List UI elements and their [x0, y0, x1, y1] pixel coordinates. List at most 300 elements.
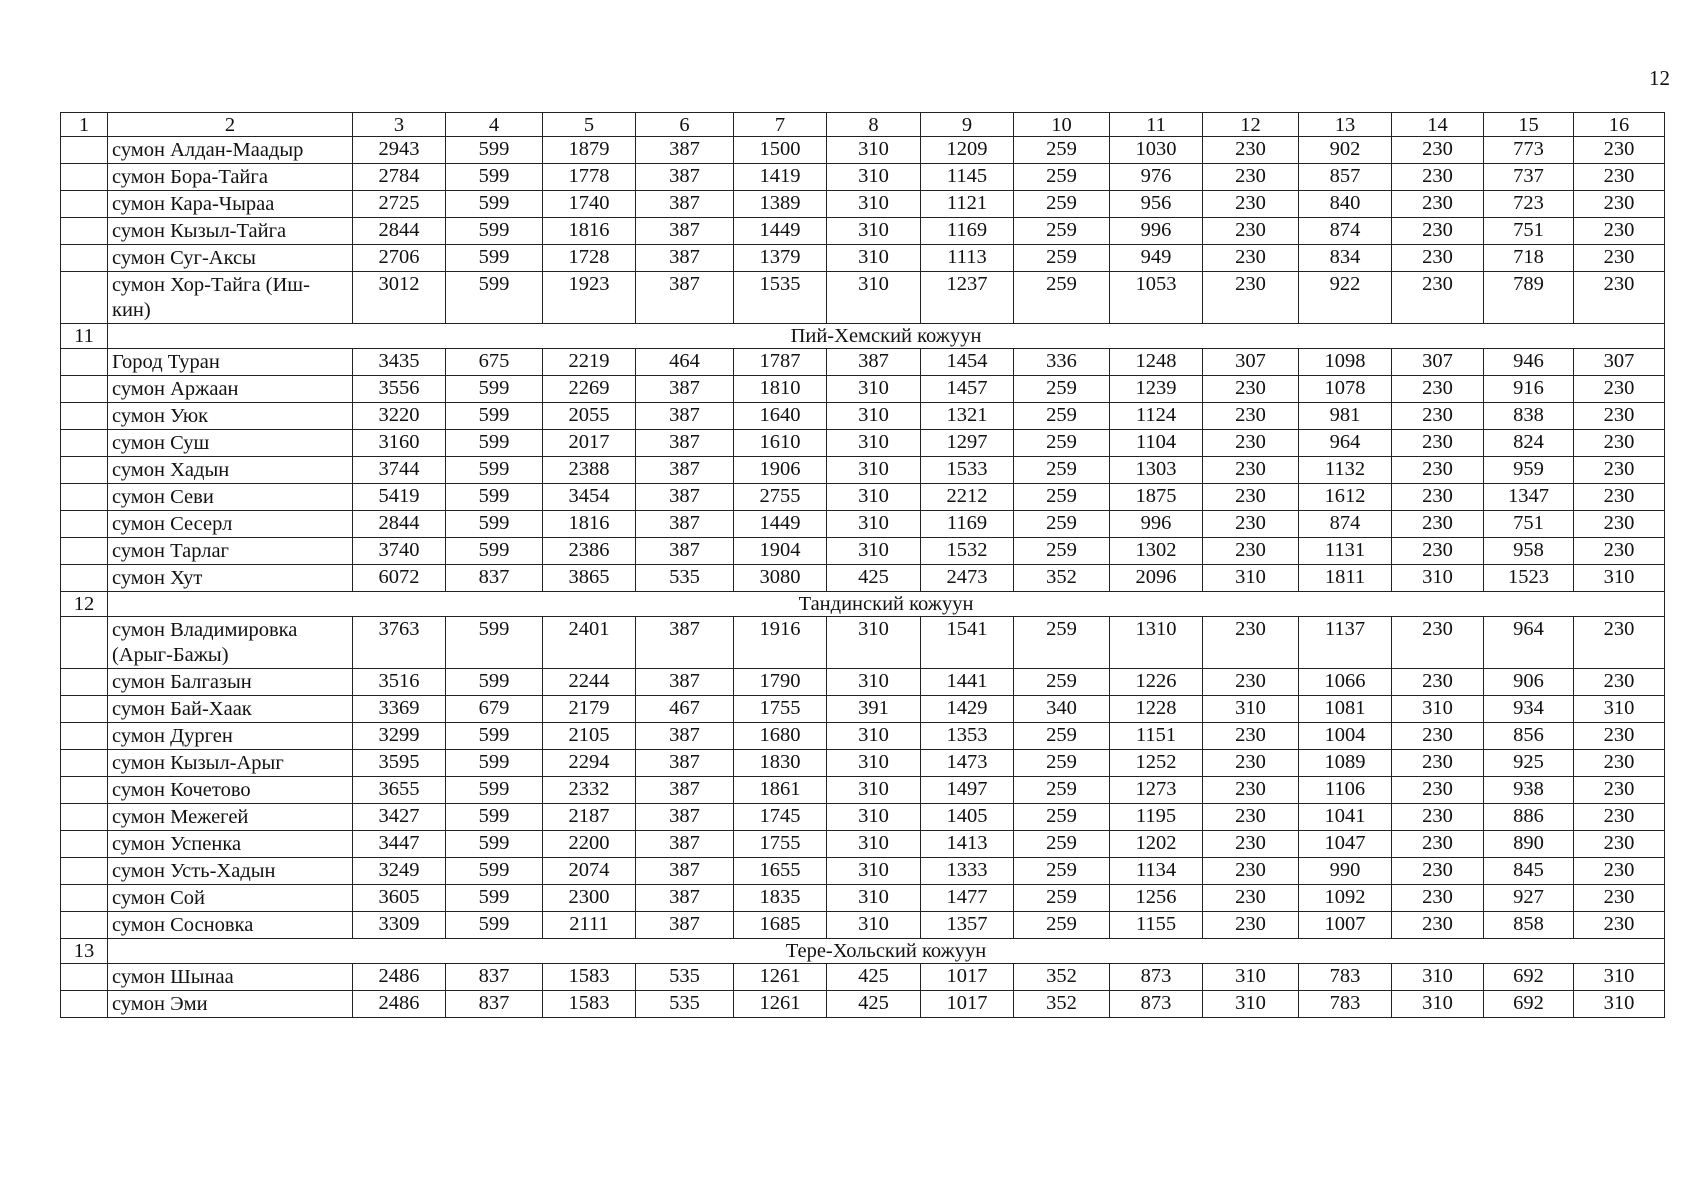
value-cell: 599 — [446, 912, 543, 939]
value-cell: 1124 — [1110, 403, 1203, 430]
value-cell: 1202 — [1110, 831, 1203, 858]
value-cell: 310 — [1392, 991, 1484, 1018]
table-row — [61, 804, 1665, 831]
value-cell: 230 — [1392, 723, 1484, 750]
value-cell: 230 — [1203, 191, 1299, 218]
settlement-name: сумон Межегей — [108, 804, 353, 831]
value-cell: 425 — [827, 565, 921, 592]
value-cell: 1145 — [921, 164, 1014, 191]
value-cell: 1297 — [921, 430, 1014, 457]
settlement-name: сумон Кызыл-Арыг — [108, 750, 353, 777]
settlement-name: сумон Бай-Хаак — [108, 696, 353, 723]
value-cell: 599 — [446, 484, 543, 511]
value-cell: 310 — [1392, 696, 1484, 723]
table-row — [61, 565, 1665, 592]
value-cell: 310 — [827, 912, 921, 939]
table-row — [61, 376, 1665, 403]
value-cell: 1449 — [734, 218, 827, 245]
value-cell: 837 — [446, 565, 543, 592]
value-cell: 2332 — [543, 777, 636, 804]
value-cell: 259 — [1014, 723, 1110, 750]
settlement-name: сумон Кызыл-Тайга — [108, 218, 353, 245]
value-cell: 2187 — [543, 804, 636, 831]
value-cell: 230 — [1392, 484, 1484, 511]
value-cell: 599 — [446, 403, 543, 430]
value-cell: 856 — [1484, 723, 1574, 750]
value-cell: 425 — [827, 991, 921, 1018]
value-cell: 535 — [636, 565, 734, 592]
value-cell: 1273 — [1110, 777, 1203, 804]
value-cell: 230 — [1574, 777, 1665, 804]
value-cell: 789 — [1484, 272, 1574, 324]
value-cell: 230 — [1203, 218, 1299, 245]
value-cell: 873 — [1110, 991, 1203, 1018]
value-cell: 259 — [1014, 511, 1110, 538]
section-index: 12 — [61, 592, 108, 617]
settlement-name: сумон Кара-Чыраа — [108, 191, 353, 218]
value-cell: 230 — [1392, 885, 1484, 912]
value-cell: 1321 — [921, 403, 1014, 430]
value-cell: 425 — [827, 964, 921, 991]
value-cell: 927 — [1484, 885, 1574, 912]
value-cell: 310 — [827, 457, 921, 484]
value-cell: 310 — [827, 723, 921, 750]
value-cell: 387 — [636, 831, 734, 858]
row-index-cell — [61, 191, 108, 218]
value-cell: 230 — [1574, 457, 1665, 484]
value-cell: 1904 — [734, 538, 827, 565]
value-cell: 1007 — [1299, 912, 1392, 939]
value-cell: 1303 — [1110, 457, 1203, 484]
value-cell: 230 — [1203, 403, 1299, 430]
value-cell: 857 — [1299, 164, 1392, 191]
settlement-name: сумон Сесерл — [108, 511, 353, 538]
value-cell: 1113 — [921, 245, 1014, 272]
row-index-cell — [61, 430, 108, 457]
value-cell: 1500 — [734, 137, 827, 164]
value-cell: 925 — [1484, 750, 1574, 777]
value-cell: 336 — [1014, 349, 1110, 376]
value-cell: 599 — [446, 669, 543, 696]
value-cell: 1413 — [921, 831, 1014, 858]
settlement-name: сумон Хут — [108, 565, 353, 592]
value-cell: 307 — [1574, 349, 1665, 376]
value-cell: 1473 — [921, 750, 1014, 777]
value-cell: 259 — [1014, 191, 1110, 218]
value-cell: 1017 — [921, 964, 1014, 991]
value-cell: 387 — [636, 191, 734, 218]
value-cell: 310 — [827, 511, 921, 538]
row-index-cell — [61, 538, 108, 565]
value-cell: 387 — [636, 457, 734, 484]
value-cell: 230 — [1392, 272, 1484, 324]
value-cell: 230 — [1574, 137, 1665, 164]
column-number-row — [61, 113, 1665, 137]
value-cell: 310 — [1574, 565, 1665, 592]
section-header-row — [61, 939, 1665, 964]
value-cell: 3447 — [353, 831, 446, 858]
row-index-cell — [61, 164, 108, 191]
value-cell: 1835 — [734, 885, 827, 912]
value-cell: 599 — [446, 723, 543, 750]
settlement-name: сумон Успенка — [108, 831, 353, 858]
value-cell: 310 — [827, 858, 921, 885]
value-cell: 599 — [446, 777, 543, 804]
value-cell: 310 — [827, 430, 921, 457]
value-cell: 230 — [1574, 750, 1665, 777]
row-index-cell — [61, 565, 108, 592]
value-cell: 230 — [1203, 457, 1299, 484]
value-cell: 310 — [1203, 991, 1299, 1018]
value-cell: 1610 — [734, 430, 827, 457]
value-cell: 1497 — [921, 777, 1014, 804]
table-row — [61, 696, 1665, 723]
value-cell: 230 — [1203, 484, 1299, 511]
value-cell: 230 — [1574, 245, 1665, 272]
row-index-cell — [61, 457, 108, 484]
settlement-name: сумон Хор-Тайга (Иш-кин) — [108, 272, 353, 324]
row-index-cell — [61, 750, 108, 777]
value-cell: 1612 — [1299, 484, 1392, 511]
data-table — [60, 112, 1665, 1018]
value-cell: 1680 — [734, 723, 827, 750]
value-cell: 259 — [1014, 137, 1110, 164]
settlement-name: сумон Суг-Аксы — [108, 245, 353, 272]
value-cell: 230 — [1574, 484, 1665, 511]
value-cell: 6072 — [353, 565, 446, 592]
value-cell: 230 — [1574, 538, 1665, 565]
table-row — [61, 991, 1665, 1018]
value-cell: 310 — [1203, 565, 1299, 592]
value-cell: 230 — [1392, 218, 1484, 245]
value-cell: 230 — [1574, 723, 1665, 750]
value-cell: 1583 — [543, 964, 636, 991]
table-row — [61, 245, 1665, 272]
value-cell: 387 — [636, 272, 734, 324]
value-cell: 2294 — [543, 750, 636, 777]
value-cell: 890 — [1484, 831, 1574, 858]
table-body — [61, 113, 1665, 1018]
value-cell: 1532 — [921, 538, 1014, 565]
table-row — [61, 430, 1665, 457]
value-cell: 310 — [1392, 565, 1484, 592]
value-cell: 387 — [636, 858, 734, 885]
value-cell: 1923 — [543, 272, 636, 324]
value-cell: 2105 — [543, 723, 636, 750]
value-cell: 838 — [1484, 403, 1574, 430]
value-cell: 1379 — [734, 245, 827, 272]
value-cell: 1248 — [1110, 349, 1203, 376]
value-cell: 1137 — [1299, 617, 1392, 669]
value-cell: 2473 — [921, 565, 1014, 592]
value-cell: 387 — [636, 912, 734, 939]
value-cell: 535 — [636, 991, 734, 1018]
value-cell: 840 — [1299, 191, 1392, 218]
value-cell: 259 — [1014, 430, 1110, 457]
value-cell: 1419 — [734, 164, 827, 191]
value-cell: 1195 — [1110, 804, 1203, 831]
value-cell: 1389 — [734, 191, 827, 218]
value-cell: 1092 — [1299, 885, 1392, 912]
value-cell: 1357 — [921, 912, 1014, 939]
value-cell: 387 — [636, 511, 734, 538]
table-row — [61, 885, 1665, 912]
value-cell: 259 — [1014, 777, 1110, 804]
column-number-cell: 11 — [1110, 113, 1203, 137]
value-cell: 938 — [1484, 777, 1574, 804]
value-cell: 1861 — [734, 777, 827, 804]
value-cell: 1131 — [1299, 538, 1392, 565]
value-cell: 230 — [1203, 885, 1299, 912]
value-cell: 737 — [1484, 164, 1574, 191]
value-cell: 387 — [636, 723, 734, 750]
row-index-cell — [61, 218, 108, 245]
value-cell: 310 — [1203, 964, 1299, 991]
value-cell: 5419 — [353, 484, 446, 511]
value-cell: 387 — [636, 804, 734, 831]
value-cell: 3763 — [353, 617, 446, 669]
row-index-cell — [61, 403, 108, 430]
value-cell: 958 — [1484, 538, 1574, 565]
value-cell: 387 — [636, 245, 734, 272]
value-cell: 934 — [1484, 696, 1574, 723]
value-cell: 990 — [1299, 858, 1392, 885]
section-title: Тандинский кожуун — [108, 592, 1665, 617]
value-cell: 310 — [1203, 696, 1299, 723]
row-index-cell — [61, 272, 108, 324]
settlement-name: сумон Владимировка (Арыг-Бажы) — [108, 617, 353, 669]
value-cell: 1811 — [1299, 565, 1392, 592]
settlement-name: сумон Суш — [108, 430, 353, 457]
value-cell: 230 — [1392, 858, 1484, 885]
value-cell: 679 — [446, 696, 543, 723]
value-cell: 230 — [1392, 164, 1484, 191]
row-index-cell — [61, 669, 108, 696]
value-cell: 310 — [827, 804, 921, 831]
section-title: Пий-Хемский кожуун — [108, 324, 1665, 349]
value-cell: 259 — [1014, 538, 1110, 565]
value-cell: 3516 — [353, 669, 446, 696]
value-cell: 1239 — [1110, 376, 1203, 403]
value-cell: 1169 — [921, 511, 1014, 538]
value-cell: 1755 — [734, 831, 827, 858]
value-cell: 996 — [1110, 218, 1203, 245]
value-cell: 3435 — [353, 349, 446, 376]
value-cell: 3605 — [353, 885, 446, 912]
value-cell: 783 — [1299, 964, 1392, 991]
value-cell: 2269 — [543, 376, 636, 403]
value-cell: 599 — [446, 191, 543, 218]
value-cell: 259 — [1014, 164, 1110, 191]
settlement-name: сумон Эми — [108, 991, 353, 1018]
value-cell: 874 — [1299, 511, 1392, 538]
settlement-name: сумон Алдан-Маадыр — [108, 137, 353, 164]
value-cell: 387 — [636, 137, 734, 164]
value-cell: 1121 — [921, 191, 1014, 218]
value-cell: 387 — [636, 669, 734, 696]
value-cell: 310 — [827, 750, 921, 777]
value-cell: 3655 — [353, 777, 446, 804]
value-cell: 1310 — [1110, 617, 1203, 669]
table-row — [61, 669, 1665, 696]
value-cell: 259 — [1014, 912, 1110, 939]
value-cell: 1541 — [921, 617, 1014, 669]
value-cell: 718 — [1484, 245, 1574, 272]
table-row — [61, 538, 1665, 565]
value-cell: 824 — [1484, 430, 1574, 457]
table-row — [61, 191, 1665, 218]
column-number-cell: 4 — [446, 113, 543, 137]
value-cell: 2074 — [543, 858, 636, 885]
value-cell: 858 — [1484, 912, 1574, 939]
value-cell: 599 — [446, 430, 543, 457]
value-cell: 873 — [1110, 964, 1203, 991]
value-cell: 3299 — [353, 723, 446, 750]
column-number-cell: 3 — [353, 113, 446, 137]
value-cell: 599 — [446, 272, 543, 324]
section-header-row — [61, 324, 1665, 349]
value-cell: 1347 — [1484, 484, 1574, 511]
settlement-name: Город Туран — [108, 349, 353, 376]
value-cell: 3427 — [353, 804, 446, 831]
value-cell: 599 — [446, 511, 543, 538]
value-cell: 230 — [1203, 376, 1299, 403]
value-cell: 1906 — [734, 457, 827, 484]
value-cell: 230 — [1392, 669, 1484, 696]
value-cell: 387 — [827, 349, 921, 376]
column-number-cell: 14 — [1392, 113, 1484, 137]
settlement-name: сумон Аржаан — [108, 376, 353, 403]
row-index-cell — [61, 511, 108, 538]
value-cell: 1169 — [921, 218, 1014, 245]
settlement-name: сумон Шынаа — [108, 964, 353, 991]
column-number-cell: 15 — [1484, 113, 1574, 137]
value-cell: 1810 — [734, 376, 827, 403]
value-cell: 1261 — [734, 991, 827, 1018]
value-cell: 3740 — [353, 538, 446, 565]
value-cell: 1256 — [1110, 885, 1203, 912]
column-number-cell: 7 — [734, 113, 827, 137]
value-cell: 230 — [1574, 191, 1665, 218]
value-cell: 2200 — [543, 831, 636, 858]
column-number-cell: 16 — [1574, 113, 1665, 137]
value-cell: 3160 — [353, 430, 446, 457]
value-cell: 230 — [1392, 750, 1484, 777]
value-cell: 1047 — [1299, 831, 1392, 858]
table-row — [61, 218, 1665, 245]
value-cell: 2755 — [734, 484, 827, 511]
value-cell: 1745 — [734, 804, 827, 831]
value-cell: 2212 — [921, 484, 1014, 511]
value-cell: 2096 — [1110, 565, 1203, 592]
value-cell: 230 — [1203, 831, 1299, 858]
value-cell: 1081 — [1299, 696, 1392, 723]
row-index-cell — [61, 723, 108, 750]
value-cell: 2388 — [543, 457, 636, 484]
value-cell: 599 — [446, 245, 543, 272]
value-cell: 230 — [1203, 723, 1299, 750]
table-row — [61, 484, 1665, 511]
value-cell: 310 — [827, 885, 921, 912]
settlement-name: сумон Бора-Тайга — [108, 164, 353, 191]
value-cell: 310 — [827, 538, 921, 565]
value-cell: 230 — [1574, 511, 1665, 538]
value-cell: 1685 — [734, 912, 827, 939]
section-title: Тере-Хольский кожуун — [108, 939, 1665, 964]
table-row — [61, 137, 1665, 164]
value-cell: 230 — [1574, 430, 1665, 457]
settlement-name: сумон Кочетово — [108, 777, 353, 804]
value-cell: 387 — [636, 885, 734, 912]
value-cell: 773 — [1484, 137, 1574, 164]
row-index-cell — [61, 991, 108, 1018]
value-cell: 259 — [1014, 669, 1110, 696]
value-cell: 230 — [1574, 272, 1665, 324]
value-cell: 310 — [827, 376, 921, 403]
value-cell: 964 — [1299, 430, 1392, 457]
page-number: 12 — [1649, 66, 1670, 90]
value-cell: 1237 — [921, 272, 1014, 324]
value-cell: 340 — [1014, 696, 1110, 723]
row-index-cell — [61, 804, 108, 831]
value-cell: 1030 — [1110, 137, 1203, 164]
value-cell: 1106 — [1299, 777, 1392, 804]
row-index-cell — [61, 777, 108, 804]
value-cell: 3220 — [353, 403, 446, 430]
table-row — [61, 272, 1665, 324]
value-cell: 310 — [827, 484, 921, 511]
value-cell: 307 — [1203, 349, 1299, 376]
table-row — [61, 723, 1665, 750]
value-cell: 230 — [1203, 245, 1299, 272]
value-cell: 837 — [446, 991, 543, 1018]
value-cell: 599 — [446, 457, 543, 484]
value-cell: 230 — [1392, 777, 1484, 804]
value-cell: 723 — [1484, 191, 1574, 218]
value-cell: 2386 — [543, 538, 636, 565]
value-cell: 230 — [1574, 858, 1665, 885]
settlement-name: сумон Дурген — [108, 723, 353, 750]
value-cell: 1132 — [1299, 457, 1392, 484]
value-cell: 259 — [1014, 831, 1110, 858]
value-cell: 230 — [1574, 885, 1665, 912]
value-cell: 3249 — [353, 858, 446, 885]
row-index-cell — [61, 831, 108, 858]
value-cell: 599 — [446, 804, 543, 831]
value-cell: 1655 — [734, 858, 827, 885]
value-cell: 535 — [636, 964, 734, 991]
value-cell: 230 — [1203, 777, 1299, 804]
value-cell: 2844 — [353, 218, 446, 245]
value-cell: 1252 — [1110, 750, 1203, 777]
value-cell: 1151 — [1110, 723, 1203, 750]
value-cell: 391 — [827, 696, 921, 723]
value-cell: 310 — [827, 777, 921, 804]
settlement-name: сумон Севи — [108, 484, 353, 511]
value-cell: 230 — [1203, 538, 1299, 565]
value-cell: 259 — [1014, 484, 1110, 511]
value-cell: 2300 — [543, 885, 636, 912]
value-cell: 230 — [1203, 912, 1299, 939]
value-cell: 1302 — [1110, 538, 1203, 565]
value-cell: 1089 — [1299, 750, 1392, 777]
value-cell: 387 — [636, 403, 734, 430]
value-cell: 387 — [636, 484, 734, 511]
value-cell: 230 — [1392, 430, 1484, 457]
value-cell: 310 — [827, 191, 921, 218]
value-cell: 2219 — [543, 349, 636, 376]
value-cell: 230 — [1574, 617, 1665, 669]
